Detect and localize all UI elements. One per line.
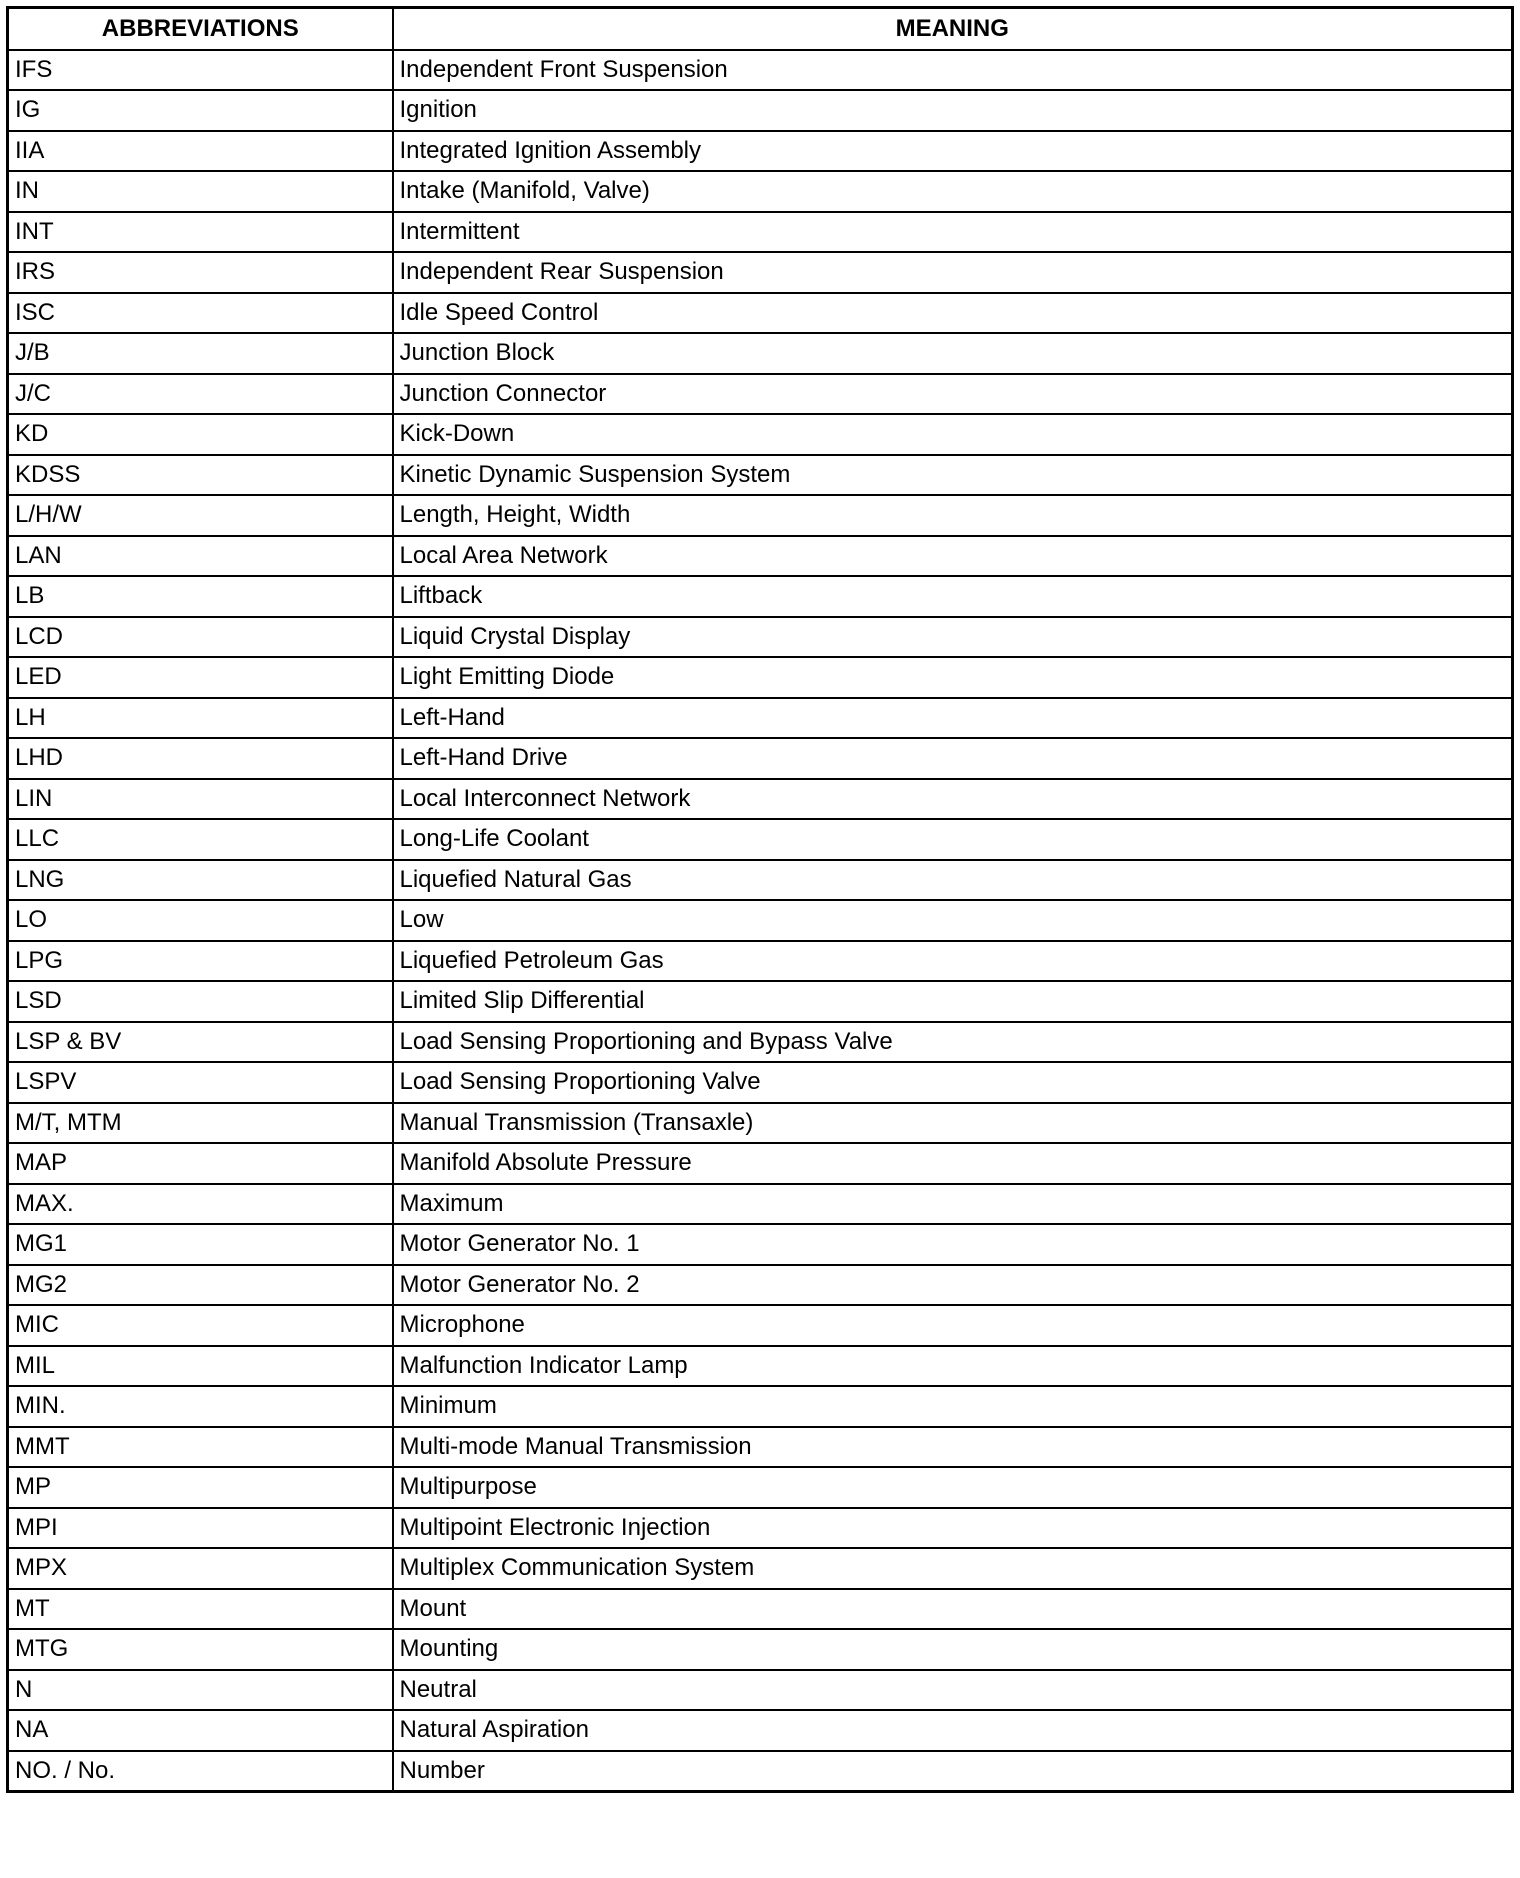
table-row: [8, 455, 1513, 496]
abbreviation-cell: MAX.: [8, 1184, 393, 1225]
meaning-cell: Junction Connector: [393, 374, 1513, 415]
abbreviation-cell: LNG: [8, 860, 393, 901]
abbreviation-cell: IIA: [8, 131, 393, 172]
table-body: [8, 50, 1513, 1792]
table-row: [8, 900, 1513, 941]
table-row: [8, 860, 1513, 901]
meaning-cell: Mounting: [393, 1629, 1513, 1670]
table-row: [8, 293, 1513, 334]
table-row: [8, 657, 1513, 698]
meaning-cell: Left-Hand Drive: [393, 738, 1513, 779]
meaning-cell: Liquid Crystal Display: [393, 617, 1513, 658]
abbreviation-cell: NO. / No.: [8, 1751, 393, 1792]
table-row: [8, 1143, 1513, 1184]
abbreviation-cell: INT: [8, 212, 393, 253]
table-row: [8, 1346, 1513, 1387]
abbreviation-cell: IG: [8, 90, 393, 131]
meaning-cell: Neutral: [393, 1670, 1513, 1711]
table-row: [8, 1710, 1513, 1751]
abbreviation-cell: LH: [8, 698, 393, 739]
meaning-cell: Intermittent: [393, 212, 1513, 253]
meaning-cell: Kick-Down: [393, 414, 1513, 455]
abbreviation-cell: LAN: [8, 536, 393, 577]
abbreviation-cell: J/B: [8, 333, 393, 374]
meaning-cell: Liftback: [393, 576, 1513, 617]
table-row: [8, 374, 1513, 415]
abbreviation-cell: M/T, MTM: [8, 1103, 393, 1144]
abbreviation-cell: LO: [8, 900, 393, 941]
meaning-cell: Manual Transmission (Transaxle): [393, 1103, 1513, 1144]
abbreviation-cell: MG2: [8, 1265, 393, 1306]
abbreviation-cell: ISC: [8, 293, 393, 334]
abbreviation-cell: J/C: [8, 374, 393, 415]
meaning-cell: Limited Slip Differential: [393, 981, 1513, 1022]
abbreviation-cell: MPI: [8, 1508, 393, 1549]
meaning-cell: Intake (Manifold, Valve): [393, 171, 1513, 212]
meaning-cell: Light Emitting Diode: [393, 657, 1513, 698]
meaning-cell: Low: [393, 900, 1513, 941]
abbreviation-cell: NA: [8, 1710, 393, 1751]
table-row: [8, 1508, 1513, 1549]
table-row: [8, 1224, 1513, 1265]
abbreviation-cell: IRS: [8, 252, 393, 293]
abbreviation-cell: MMT: [8, 1427, 393, 1468]
meaning-cell: Natural Aspiration: [393, 1710, 1513, 1751]
meaning-cell: Malfunction Indicator Lamp: [393, 1346, 1513, 1387]
abbreviation-cell: MIN.: [8, 1386, 393, 1427]
meaning-cell: Manifold Absolute Pressure: [393, 1143, 1513, 1184]
table-row: [8, 941, 1513, 982]
abbreviation-cell: LIN: [8, 779, 393, 820]
abbreviation-cell: LSD: [8, 981, 393, 1022]
meaning-cell: Mount: [393, 1589, 1513, 1630]
table-row: [8, 1305, 1513, 1346]
meaning-cell: Liquefied Petroleum Gas: [393, 941, 1513, 982]
meaning-cell: Minimum: [393, 1386, 1513, 1427]
table-row: [8, 171, 1513, 212]
table-row: [8, 1589, 1513, 1630]
table-row: [8, 1022, 1513, 1063]
table-row: [8, 1427, 1513, 1468]
table-row: [8, 1548, 1513, 1589]
abbreviation-cell: MT: [8, 1589, 393, 1630]
abbreviation-cell: IN: [8, 171, 393, 212]
table-row: [8, 981, 1513, 1022]
table-row: [8, 333, 1513, 374]
abbreviation-cell: L/H/W: [8, 495, 393, 536]
meaning-cell: Independent Rear Suspension: [393, 252, 1513, 293]
table-row: [8, 1184, 1513, 1225]
table-row: [8, 1062, 1513, 1103]
meaning-cell: Load Sensing Proportioning Valve: [393, 1062, 1513, 1103]
abbreviation-cell: KDSS: [8, 455, 393, 496]
abbreviation-cell: MTG: [8, 1629, 393, 1670]
meaning-cell: Microphone: [393, 1305, 1513, 1346]
table-row: [8, 1265, 1513, 1306]
meaning-cell: Multi-mode Manual Transmission: [393, 1427, 1513, 1468]
meaning-cell: Left-Hand: [393, 698, 1513, 739]
table-row: [8, 738, 1513, 779]
meaning-cell: Kinetic Dynamic Suspension System: [393, 455, 1513, 496]
table-row: [8, 414, 1513, 455]
meaning-column-header: MEANING: [393, 8, 1513, 50]
table-row: [8, 617, 1513, 658]
meaning-cell: Long-Life Coolant: [393, 819, 1513, 860]
meaning-cell: Local Area Network: [393, 536, 1513, 577]
table-row: [8, 90, 1513, 131]
abbreviation-cell: LB: [8, 576, 393, 617]
meaning-cell: Junction Block: [393, 333, 1513, 374]
abbreviation-cell: LED: [8, 657, 393, 698]
abbreviation-cell: LPG: [8, 941, 393, 982]
abbreviations-table: [6, 6, 1514, 1793]
abbreviation-cell: LSP & BV: [8, 1022, 393, 1063]
table-row: [8, 698, 1513, 739]
table-row: [8, 1467, 1513, 1508]
table-row: [8, 1386, 1513, 1427]
table-row: [8, 252, 1513, 293]
table-row: [8, 495, 1513, 536]
table-header-row: [8, 8, 1513, 50]
table-row: [8, 1103, 1513, 1144]
abbreviation-cell: LSPV: [8, 1062, 393, 1103]
meaning-cell: Multipoint Electronic Injection: [393, 1508, 1513, 1549]
meaning-cell: Multiplex Communication System: [393, 1548, 1513, 1589]
abbreviation-cell: KD: [8, 414, 393, 455]
meaning-cell: Local Interconnect Network: [393, 779, 1513, 820]
abbreviation-cell: LHD: [8, 738, 393, 779]
table-row: [8, 1751, 1513, 1792]
meaning-cell: Motor Generator No. 1: [393, 1224, 1513, 1265]
table-row: [8, 50, 1513, 91]
table-row: [8, 212, 1513, 253]
meaning-cell: Multipurpose: [393, 1467, 1513, 1508]
meaning-cell: Motor Generator No. 2: [393, 1265, 1513, 1306]
meaning-cell: Number: [393, 1751, 1513, 1792]
abbreviation-cell: MG1: [8, 1224, 393, 1265]
meaning-cell: Length, Height, Width: [393, 495, 1513, 536]
abbreviation-cell: MPX: [8, 1548, 393, 1589]
table-row: [8, 576, 1513, 617]
meaning-cell: Maximum: [393, 1184, 1513, 1225]
meaning-cell: Integrated Ignition Assembly: [393, 131, 1513, 172]
table-row: [8, 1629, 1513, 1670]
meaning-cell: Independent Front Suspension: [393, 50, 1513, 91]
table-row: [8, 779, 1513, 820]
meaning-cell: Liquefied Natural Gas: [393, 860, 1513, 901]
abbreviations-column-header: ABBREVIATIONS: [8, 8, 393, 50]
abbreviation-cell: MP: [8, 1467, 393, 1508]
table-row: [8, 819, 1513, 860]
abbreviation-cell: N: [8, 1670, 393, 1711]
meaning-cell: Ignition: [393, 90, 1513, 131]
abbreviation-cell: LCD: [8, 617, 393, 658]
meaning-cell: Idle Speed Control: [393, 293, 1513, 334]
abbreviation-cell: IFS: [8, 50, 393, 91]
abbreviation-cell: MAP: [8, 1143, 393, 1184]
meaning-cell: Load Sensing Proportioning and Bypass Valve: [393, 1022, 1513, 1063]
abbreviation-cell: LLC: [8, 819, 393, 860]
table-row: [8, 536, 1513, 577]
table-row: [8, 1670, 1513, 1711]
table-row: [8, 131, 1513, 172]
abbreviation-cell: MIL: [8, 1346, 393, 1387]
abbreviation-cell: MIC: [8, 1305, 393, 1346]
